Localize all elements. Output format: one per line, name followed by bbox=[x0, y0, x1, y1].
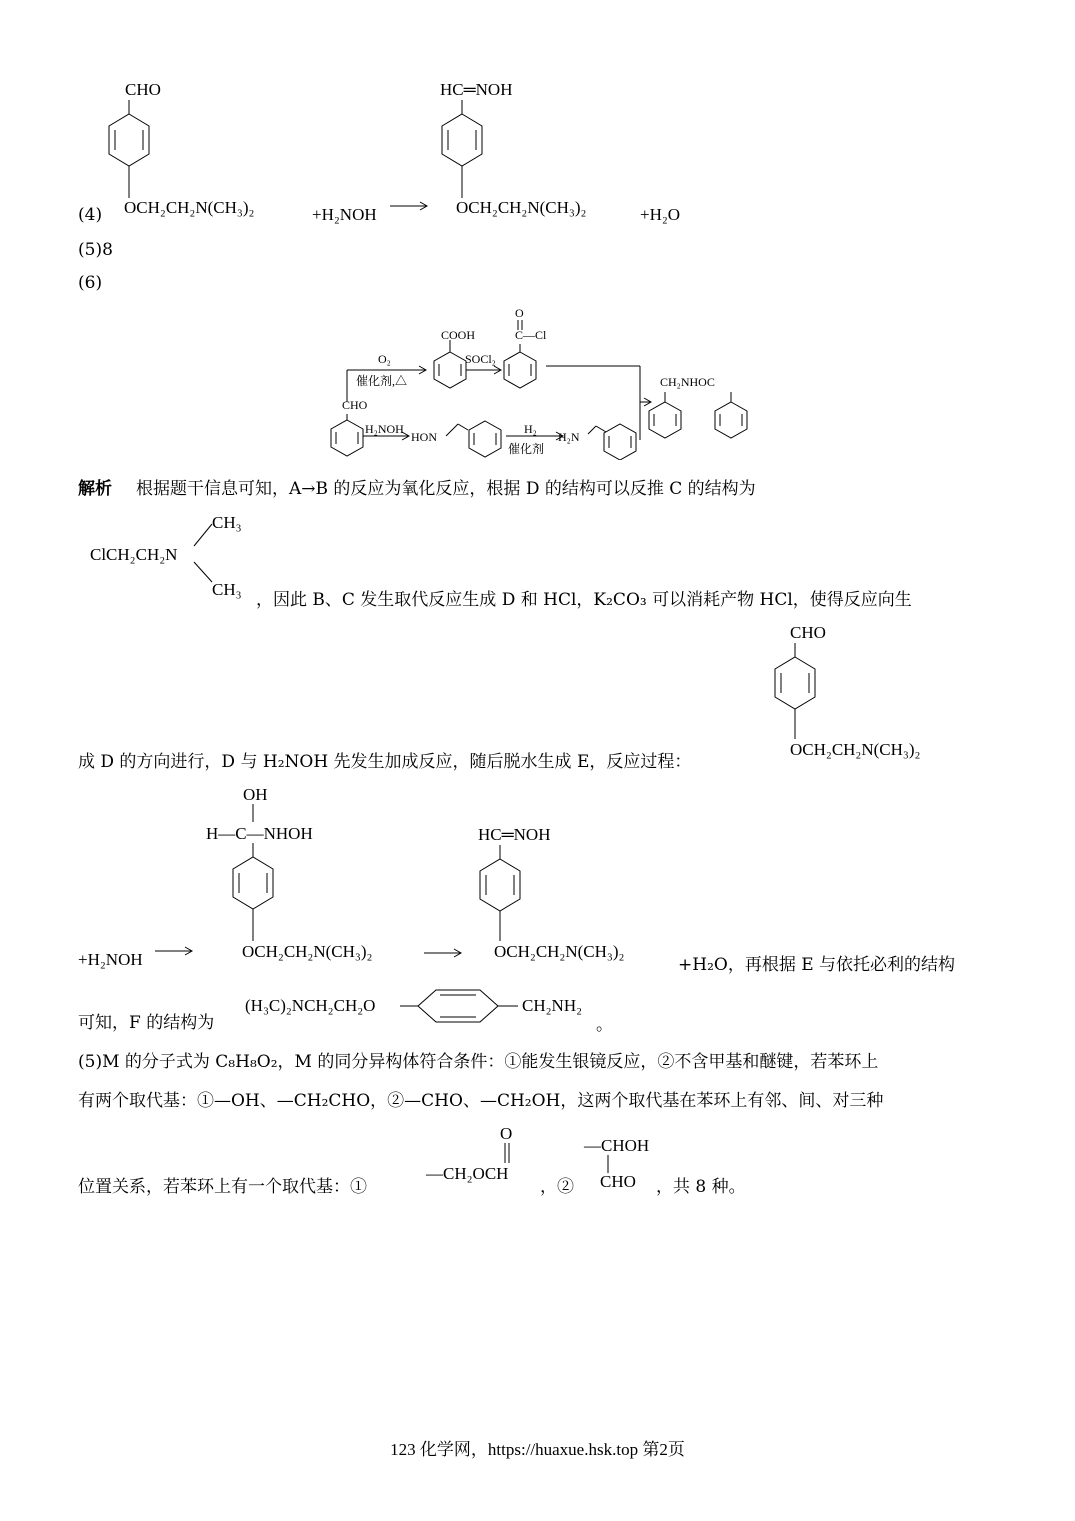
d-structure-cho: CHO bbox=[790, 623, 826, 642]
d-structure-substituent: OCH₂CH₂N(CH₃)₂ bbox=[790, 740, 921, 759]
p5-line-1: (5)M 的分子式为 C₈H₈O₂，M 的同分异构体符合条件：①能发生银镜反应，②不含甲基和醚键，若苯环上 bbox=[78, 1052, 879, 1072]
q4-number: (4) bbox=[78, 205, 103, 225]
route-o2-label: O₂ bbox=[378, 352, 391, 366]
benzene-ring-icon bbox=[228, 843, 278, 945]
route-catalyst-heat-label: 催化剂,△ bbox=[356, 374, 408, 388]
route-acyl-cl-label: C—Cl bbox=[515, 328, 547, 342]
intermediate-carbon: H—C—NHOH bbox=[206, 824, 313, 843]
analysis-line-1: 根据题干信息可知，A→B 的反应为氧化反应，根据 D 的结构可以反推 C 的结构为 bbox=[136, 479, 756, 499]
e-structure-oxime: HC═NOH bbox=[478, 825, 551, 844]
route-catalyst-label: 催化剂 bbox=[508, 442, 545, 456]
route-socl2-label: SOCl₂ bbox=[465, 352, 496, 366]
benzene-ring-icon bbox=[104, 100, 154, 202]
reaction-arrow-icon bbox=[155, 945, 195, 957]
route-h2-label: H₂ bbox=[524, 422, 537, 436]
benzene-ring-icon bbox=[770, 643, 820, 743]
c-structure-main: ClCH₂CH₂N bbox=[90, 545, 178, 564]
p5-line-3-head: 位置关系，若苯环上有一个取代基：① bbox=[78, 1177, 367, 1197]
reaction-arrow-icon bbox=[424, 947, 464, 959]
analysis-line-2: ，因此 B、C 发生取代反应生成 D 和 HCl，K₂CO₃ 可以消耗产物 HCl，使得反应向生 bbox=[256, 590, 912, 610]
analysis-line-5-head: 可知，F 的结构为 bbox=[78, 1013, 215, 1033]
route-cho-label: CHO bbox=[342, 398, 368, 412]
analysis-line-4-tail: +H₂O，再根据 E 与依托必利的结构 bbox=[678, 955, 956, 975]
reaction-arrow-icon bbox=[390, 200, 430, 212]
f-structure-left: (H₃C)₂NCH₂CH₂O bbox=[245, 996, 376, 1015]
route-hon-label: HON bbox=[411, 430, 437, 444]
route-cooh-label: COOH bbox=[441, 328, 476, 342]
route-product-label: CH₂NHOC bbox=[660, 375, 715, 389]
c-structure-ch3-bottom: CH₃ bbox=[212, 580, 242, 599]
q4-plus-h2noh: +H₂NOH bbox=[312, 205, 377, 224]
page-footer: 123 化学网，https://huaxue.hsk.top 第2页 bbox=[390, 1440, 685, 1459]
benzene-ring-icon bbox=[475, 845, 525, 945]
q4-reactant-substituent: OCH₂CH₂N(CH₃)₂ bbox=[124, 198, 255, 217]
c-structure-ch3-top: CH₃ bbox=[212, 513, 242, 532]
substituent-1-o: O bbox=[500, 1124, 513, 1143]
benzene-ring-icon bbox=[437, 100, 487, 202]
route-h2n-label: H₂N bbox=[558, 430, 580, 444]
f-structure-right: CH₂NH₂ bbox=[522, 996, 583, 1015]
analysis-label: 解析 bbox=[78, 479, 112, 499]
q6-number: (6) bbox=[78, 273, 103, 293]
p5-line-2: 有两个取代基：①—OH、—CH₂CHO，②—CHO、—CH₂OH，这两个取代基在苯环上有邻、间、对三种 bbox=[78, 1091, 884, 1111]
double-bond-icon bbox=[500, 1143, 516, 1165]
analysis-line-3: 成 D 的方向进行，D 与 H₂NOH 先发生加成反应，随后脱水生成 E，反应过程： bbox=[78, 752, 692, 772]
route-acyl-o-label: O bbox=[515, 306, 524, 320]
analysis-plus-h2noh: +H₂NOH bbox=[78, 950, 143, 969]
q4-product-oxime: HC═NOH bbox=[440, 80, 513, 99]
f-structure-end: 。 bbox=[596, 1015, 613, 1035]
bond-icon bbox=[236, 804, 276, 824]
intermediate-substituent: OCH₂CH₂N(CH₃)₂ bbox=[242, 942, 373, 961]
e-structure-substituent: OCH₂CH₂N(CH₃)₂ bbox=[494, 942, 625, 961]
substituent-separator: ，② bbox=[540, 1177, 574, 1197]
substituent-2-top: —CHOH bbox=[584, 1136, 650, 1155]
q4-product-substituent: OCH₂CH₂N(CH₃)₂ bbox=[456, 198, 587, 217]
route-h2noh-label: H₂NOH bbox=[365, 422, 404, 436]
q4-reactant-cho: CHO bbox=[125, 80, 161, 99]
intermediate-oh: OH bbox=[243, 785, 268, 804]
p5-tail: ，共 8 种。 bbox=[656, 1177, 746, 1197]
para-benzene-icon bbox=[398, 988, 523, 1026]
q4-plus-h2o: +H₂O bbox=[640, 205, 681, 224]
substituent-2-bottom: CHO bbox=[600, 1172, 636, 1191]
substituent-1: —CH₂OCH bbox=[426, 1164, 509, 1183]
branch-bonds-icon bbox=[192, 520, 216, 586]
q5-answer: (5)8 bbox=[78, 240, 113, 260]
